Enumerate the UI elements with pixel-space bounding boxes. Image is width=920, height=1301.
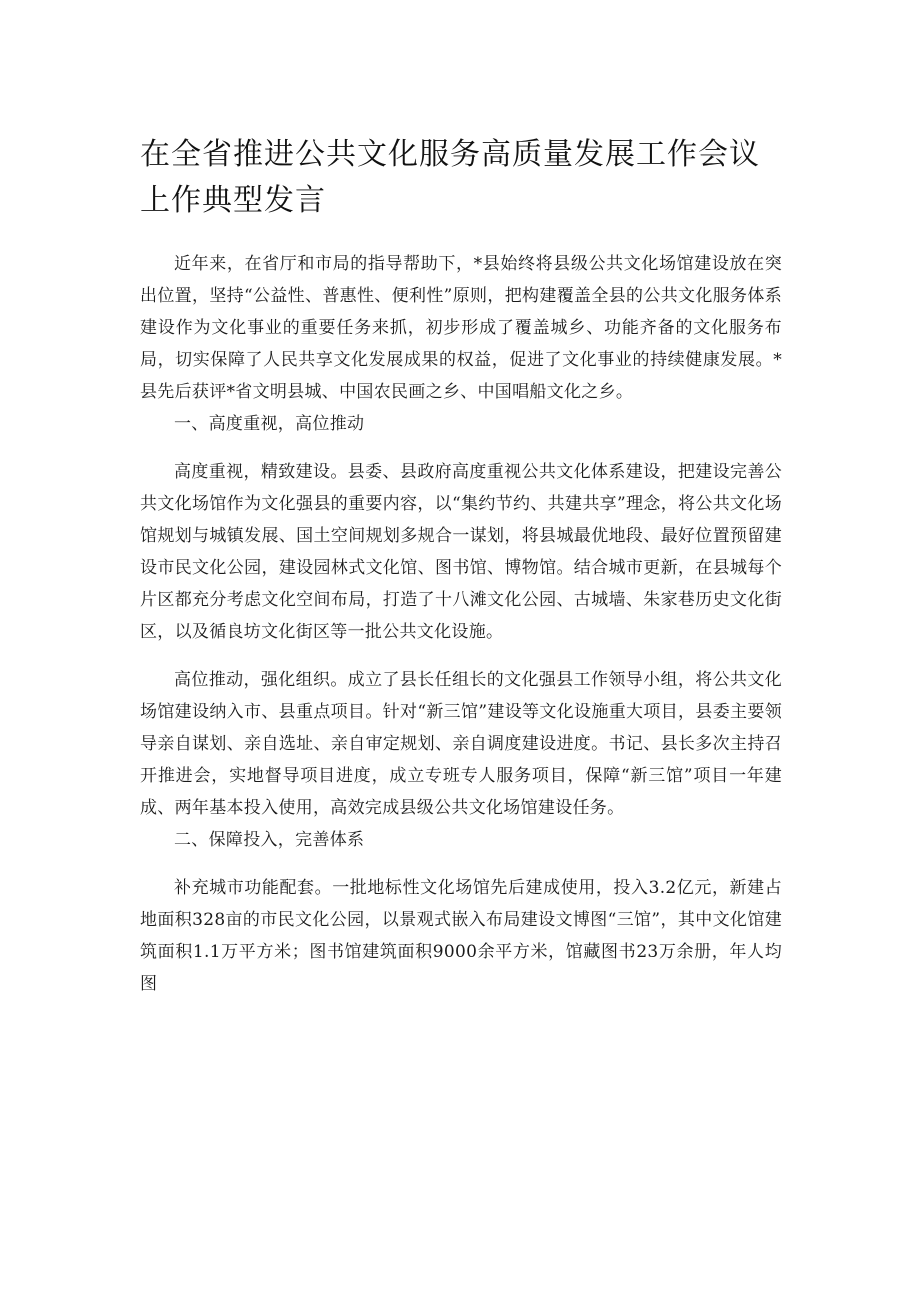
body-paragraph: 补充城市功能配套。一批地标性文化场馆先后建成使用，投入3.2亿元，新建占地面积328亩的市民文化公园，以景观式嵌入布局建设文博图“三馆”，其中文化馆建筑面积1.1万平方米；图书馆建筑面积9000余平方米，馆藏图书23万余册，年人均图 xyxy=(140,878,782,994)
body-paragraph: 高位推动，强化组织。成立了县长任组长的文化强县工作领导小组，将公共文化场馆建设纳入市、县重点项目。针对“新三馆”建设等文化设施重大项目，县委主要领导亲自谋划、亲自选址、亲自审定规划、亲自调度建设进度。书记、县长多次主持召开推进会，实地督导项目进度，成立专班专人服务项目，保障“新三馆”项目一年建成、两年基本投入使用，高效完成县级公共文化场馆建设任务。 xyxy=(140,670,782,818)
intro-paragraph: 近年来，在省厅和市局的指导帮助下，*县始终将县级公共文化场馆建设放在突出位置，坚持“公益性、普惠性、便利性”原则，把构建覆盖全县的公共文化服务体系建设作为文化事业的重要任务来抓，初步形成了覆盖城乡、功能齐备的文化服务布局，切实保障了人民共享文化发展成果的权益，促进了文化事业的持续健康发展。*县先后获评*省文明县城、中国农民画之乡、中国唱船文化之乡。 xyxy=(140,254,782,402)
document-title: 在全省推进公共文化服务高质量发展工作会议上作典型发言 xyxy=(140,137,760,218)
document-body xyxy=(140,248,782,1000)
section-heading-2: 二、保障投入，完善体系 xyxy=(174,830,365,850)
section-heading-1: 一、高度重视，高位推动 xyxy=(174,414,365,434)
body-paragraph: 高度重视，精致建设。县委、县政府高度重视公共文化体系建设，把建设完善公共文化场馆作为文化强县的重要内容，以“集约节约、共建共享”理念，将公共文化场馆规划与城镇发展、国土空间规划多规合一谋划，将县城最优地段、最好位置预留建设市民文化公园，建设园林式文化馆、图书馆、博物馆。结合城市更新，在县城每个片区都充分考虑文化空间布局，打造了十八滩文化公园、古城墙、朱家巷历史文化街区，以及循良坊文化街区等一批公共文化设施。 xyxy=(140,462,782,642)
